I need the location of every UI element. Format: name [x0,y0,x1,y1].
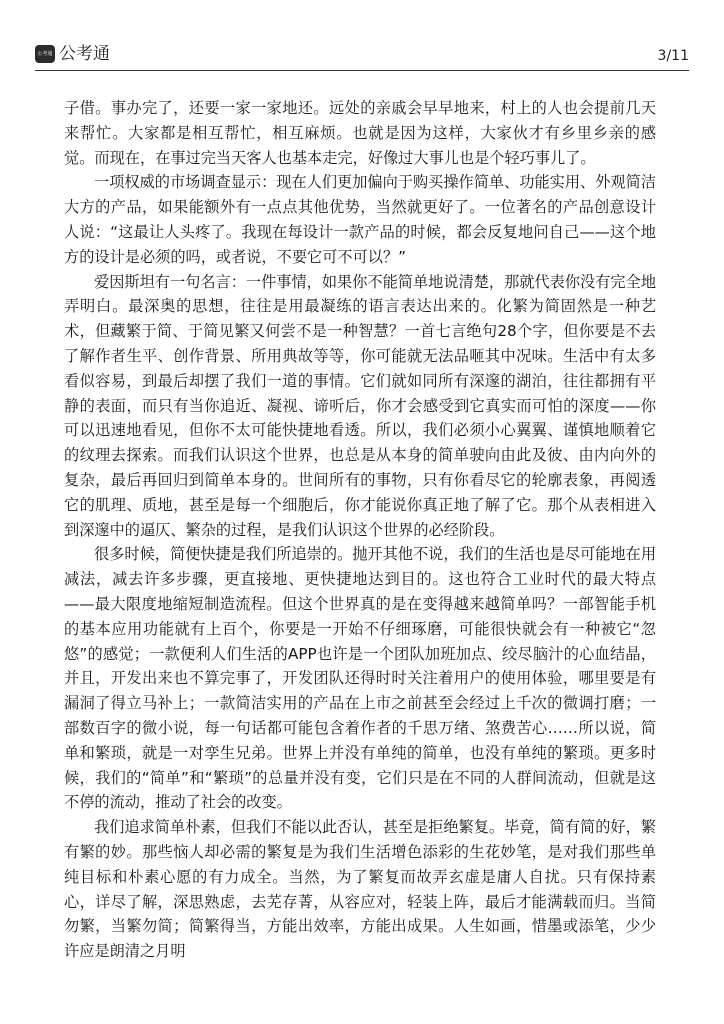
brand-name: 公考通 [59,44,110,64]
brand-logo: 公考通 [35,45,55,63]
paragraph: 我们追求简单朴素，但我们不能以此否认，甚至是拒绝繁复。毕竟，简有简的好，繁有繁的妙。那些恼人却必需的繁复是为我们生活增色添彩的生花妙笔，是对我们那些单纯目标和朴素心愿的有力成全。当然，为了繁复而故弄玄虚是庸人自扰。只有保持素心，详尽了解，深思熟虑，去芜存菁，从容应对，轻装上阵，最后才能满载而归。当简勿繁，当繁勿简；简繁得当，方能出效率，方能出成果。人生如画，惜墨或添笔，少少许应是朗清之月明 [64,818,656,961]
paragraph: 一项权威的市场调查显示：现在人们更加偏向于购买操作简单、功能实用、外观简洁大方的产品，如果能额外有一点点其他优势，当然就更好了。一位著名的产品创意设计人说：“这最让人头疼了。我现在每设计一款产品的时候，都会反复地问自己——这个地方的设计是必须的吗，或者说，不要它可不可以？” [64,173,656,266]
paragraph: 很多时候，简便快捷是我们所追崇的。抛开其他不说，我们的生活也是尽可能地在用减法，减去许多步骤，更直接地、更快捷地达到目的。这也符合工业时代的最大特点——最大限度地缩短制造流程。但这个世界真的是在变得越来越简单吗？一部智能手机的基本应用功能就有上百个，你要是一开始不仔细琢磨，可能很快就会有一种被它“忽悠”的感觉；一款便利人们生活的APP也许是一个团队加班加点、绞尽脑汁的心血结晶，并且，开发出来也不算完事了，开发团队还得时时关注着用户的使用体验，哪里要是有漏洞了得立马补上；一款简洁实用的产品在上市之前甚至会经过上千次的微调打磨；一部数百字的微小说，每一句话都可能包含着作者的千思万绪、煞费苦心……所以说，简单和繁琐，就是一对孪生兄弟。世界上并没有单纯的简单，也没有单纯的繁琐。更多时候，我们的“简单”和“繁琐”的总量并没有变，它们只是在不同的人群间流动，但就是这不停的流动，推动了社会的改变。 [64,545,656,812]
paragraph: 爱因斯坦有一句名言：一件事情，如果你不能简单地说清楚，那就代表你没有完全地弄明白。最深奥的思想，往往是用最凝练的语言表达出来的。化繁为简固然是一种艺术，但藏繁于简、于简见繁又何尝不是一种智慧？一首七言绝句28个字，但你要是不去了解作者生平、创作背景、所用典故等等，你可能就无法品咂其中况味。生活中有太多看似容易，到最后却摆了我们一道的事情。它们就如同所有深邃的湖泊，往往都拥有平静的表面，而只有当你追近、凝视、谛听后，你才会感受到它真实而可怕的深度——你可以迅速地看见，但你不太可能快捷地看透。所以，我们必须小心翼翼、谨慎地顺着它的纹理去探索。而我们认识这个世界，也总是从本身的简单驶向由此及彼、由内向外的复杂，最后再回归到简单本身的。世间所有的事物，只有你看尽它的轮廓表象，再阅透它的肌理、质地，甚至是每一个细胞后，你才能说你真正地了解了它。那个从表相进入到深邃中的逼仄、繁杂的过程，是我们认识这个世界的必经阶段。 [64,272,656,539]
paragraph: 子借。事办完了，还要一家一家地还。远处的亲戚会早早地来，村上的人也会提前几天来帮忙。大家都是相互帮忙，相互麻烦。也就是因为这样，大家伙才有乡里乡亲的感觉。而现在，在事过完当天客人也基本走完，好像过大事儿也是个轻巧事儿了。 [64,99,656,167]
page-number: 3/11 [657,48,689,64]
page-header [35,40,689,71]
document-body [64,96,656,964]
